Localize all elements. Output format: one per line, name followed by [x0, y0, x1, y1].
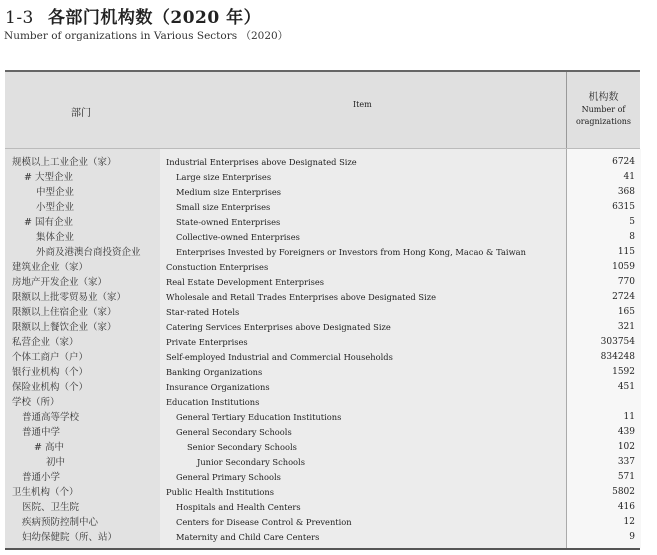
item-name: Public Health Institutions: [166, 487, 275, 497]
table-row: [5, 455, 640, 470]
organization-count: 9: [629, 532, 635, 542]
item-name: Maternity and Child Care Centers: [176, 532, 320, 542]
organization-count: 6724: [612, 157, 635, 167]
sector-name: 建筑业企业（家）: [12, 262, 89, 273]
sector-name: 医院、卫生院: [22, 502, 80, 513]
table-row: [5, 470, 640, 485]
table-row: [5, 155, 640, 170]
table-row: [5, 485, 640, 500]
item-name: Collective-owned Enterprises: [176, 232, 300, 242]
sector-name: 私营企业（家）: [12, 337, 79, 348]
sector-name: 普通中学: [22, 427, 61, 438]
page-title: 1-3 各部门机构数（2020 年）: [5, 8, 262, 28]
table-row: [5, 380, 640, 395]
organization-count: 5: [629, 217, 635, 227]
sector-name: 限额以上餐饮企业（家）: [12, 322, 117, 333]
item-name: Wholesale and Retail Trades Enterprises above Designated Size: [166, 292, 436, 302]
table-row: [5, 440, 640, 455]
item-name: Real Estate Development Enterprises: [166, 277, 325, 287]
sector-name: 疾病预防控制中心: [22, 517, 99, 528]
table-row: [5, 530, 640, 545]
table-row: [5, 185, 640, 200]
table-row: [5, 290, 640, 305]
table-row: [5, 305, 640, 320]
table-row: [5, 365, 640, 380]
item-name: Large size Enterprises: [176, 172, 272, 182]
organization-count: 439: [617, 427, 635, 437]
organization-count: 5802: [612, 487, 635, 497]
organization-count: 571: [617, 472, 635, 482]
organization-count: 2724: [612, 292, 635, 302]
sector-name: 卫生机构（个）: [12, 487, 79, 498]
item-name: Catering Services Enterprises above Designated Size: [166, 322, 391, 332]
organization-count: 416: [617, 502, 635, 512]
table-row: [5, 230, 640, 245]
table-row: [5, 275, 640, 290]
sector-name: 保险业机构（个）: [12, 382, 89, 393]
sector-name: 房地产开发企业（家）: [12, 277, 108, 288]
header-count: 机构数 Number of oragnizations: [575, 92, 632, 126]
table-row: [5, 410, 640, 425]
table-row: [5, 335, 640, 350]
table-row: [5, 245, 640, 260]
organizations-table: [5, 70, 640, 550]
organization-count: 321: [617, 322, 635, 332]
sector-name: # 国有企业: [24, 217, 73, 228]
sector-name: 普通高等学校: [22, 412, 80, 423]
table-row: [5, 215, 640, 230]
sector-name: 规模以上工业企业（家）: [12, 157, 117, 168]
item-name: Enterprises Invested by Foreigners or Investors from Hong Kong, Macao & Taiwan: [176, 247, 526, 257]
sector-name: 限额以上批零贸易业（家）: [12, 292, 127, 303]
item-name: Private Enterprises: [166, 337, 248, 347]
sector-name: # 大型企业: [24, 172, 73, 183]
item-name: Self-employed Industrial and Commercial Households: [166, 352, 393, 362]
sector-name: 银行业机构（个）: [12, 367, 89, 378]
organization-count: 451: [617, 382, 635, 392]
table-row: [5, 515, 640, 530]
organization-count: 770: [617, 277, 635, 287]
sector-name: 个体工商户（户）: [12, 352, 89, 363]
table-row: [5, 500, 640, 515]
table-row: [5, 320, 640, 335]
organization-count: 368: [617, 187, 635, 197]
item-name: Medium size Enterprises: [176, 187, 282, 197]
item-name: Banking Organizations: [166, 367, 263, 377]
organization-count: 12: [623, 517, 635, 527]
item-name: Small size Enterprises: [176, 202, 271, 212]
organization-count: 41: [623, 172, 635, 182]
header-sector: 部门: [71, 108, 91, 119]
item-name: Industrial Enterprises above Designated Size: [166, 157, 357, 167]
organization-count: 1592: [612, 367, 635, 377]
table-row: [5, 260, 640, 275]
table-row: [5, 350, 640, 365]
item-name: Hospitals and Health Centers: [176, 502, 301, 512]
item-name: General Tertiary Education Institutions: [176, 412, 342, 422]
sector-name: 初中: [46, 457, 66, 468]
organization-count: 8: [629, 232, 635, 242]
item-name: Star-rated Hotels: [166, 307, 240, 317]
item-name: Junior Secondary Schools: [197, 457, 305, 467]
sector-name: 集体企业: [36, 232, 75, 243]
item-name: Centers for Disease Control & Prevention: [176, 517, 352, 527]
organization-count: 834248: [600, 352, 635, 362]
sector-name: 限额以上住宿企业（家）: [12, 307, 117, 318]
table-body: [5, 155, 640, 545]
organization-count: 337: [617, 457, 635, 467]
page-subtitle: Number of organizations in Various Sectors （2020）: [4, 30, 289, 42]
sector-name: # 高中: [34, 442, 64, 453]
table-row: [5, 170, 640, 185]
organization-count: 6315: [612, 202, 635, 212]
organization-count: 102: [617, 442, 635, 452]
item-name: Education Institutions: [166, 397, 260, 407]
table-row: [5, 425, 640, 440]
sector-name: 妇幼保健院（所、站）: [22, 532, 118, 543]
organization-count: 165: [617, 307, 635, 317]
sector-name: 外商及港澳台商投资企业: [36, 247, 141, 258]
item-name: State-owned Enterprises: [176, 217, 281, 227]
table-header: [5, 72, 640, 149]
item-name: Insurance Organizations: [166, 382, 270, 392]
sector-name: 学校（所）: [12, 397, 60, 408]
organization-count: 303754: [600, 337, 635, 347]
sector-name: 中型企业: [36, 187, 75, 198]
sector-name: 小型企业: [36, 202, 75, 213]
item-name: General Primary Schools: [176, 472, 281, 482]
organization-count: 1059: [612, 262, 635, 272]
header-item: Item: [353, 100, 372, 109]
organization-count: 115: [617, 247, 635, 257]
table-row: [5, 395, 640, 410]
table-row: [5, 200, 640, 215]
sector-name: 普通小学: [22, 472, 61, 483]
item-name: Constuction Enterprises: [166, 262, 269, 272]
item-name: Senior Secondary Schools: [187, 442, 297, 452]
item-name: General Secondary Schools: [176, 427, 292, 437]
organization-count: 11: [623, 412, 635, 422]
